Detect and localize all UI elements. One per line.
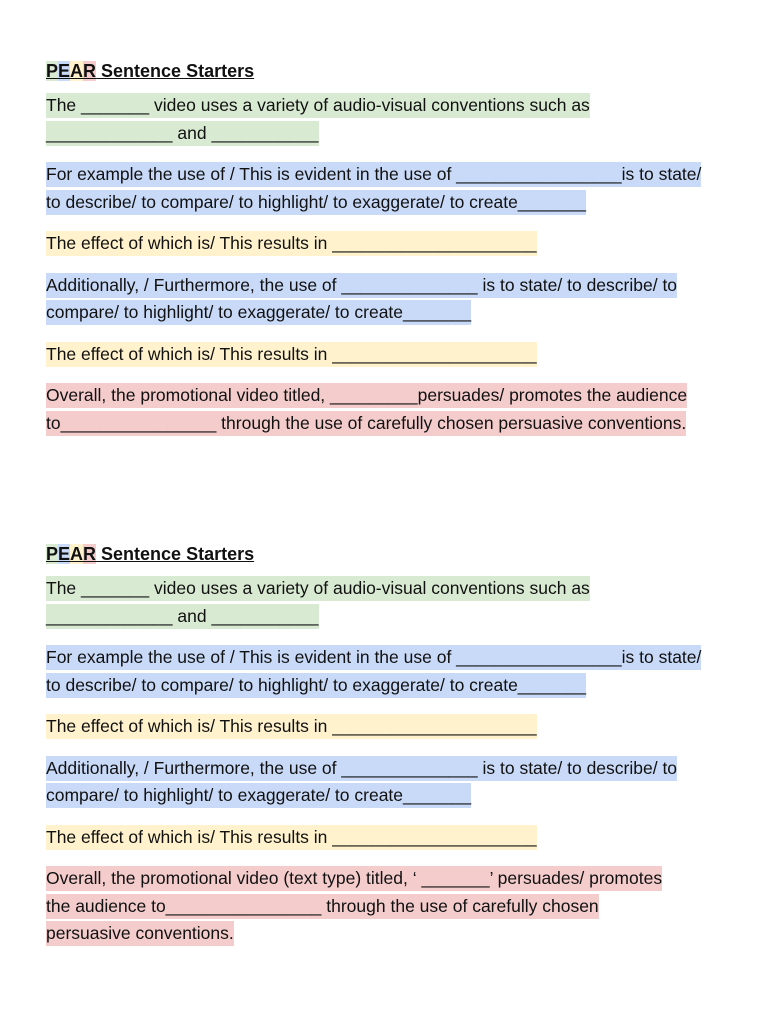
section-heading [46,58,254,84]
analysis-paragraph-2 [46,341,736,369]
evidence-text-2: Additionally, / Furthermore, the use of ______________ is to state/ to describe/ to compare/ to highlight/ to exaggerate/ to create_______ [46,273,677,326]
heading-rest: Sentence Starters [96,61,255,81]
response-text: Overall, the promotional video titled, _________persuades/ promotes the audience to________________ through the use of carefully chosen persuasive conventions. [46,383,687,436]
analysis-paragraph [46,230,736,258]
point-text: The _______ video uses a variety of audio-visual conventions such as _____________ and ___________ [46,576,590,629]
evidence-paragraph [46,644,711,699]
heading-letter-r: R [83,544,97,564]
section-heading [46,541,254,567]
evidence-text: For example the use of / This is evident in the use of _________________is to state/ to describe/ to compare/ to highlight/ to exaggerate/ to create_______ [46,162,701,215]
pear-section-2 [46,541,736,962]
point-paragraph [46,92,646,147]
heading-letter-a: A [70,544,84,564]
analysis-text-2: The effect of which is/ This results in _____________________ [46,342,537,367]
pear-section-1 [46,58,736,451]
analysis-text: The effect of which is/ This results in _____________________ [46,231,537,256]
heading-letter-a: A [70,61,84,81]
heading-letter-r: R [83,61,97,81]
point-paragraph [46,575,646,630]
analysis-text-2: The effect of which is/ This results in _____________________ [46,825,537,850]
evidence-text-2: Additionally, / Furthermore, the use of ______________ is to state/ to describe/ to compare/ to highlight/ to exaggerate/ to create_______ [46,756,677,809]
analysis-paragraph-2 [46,824,736,852]
response-paragraph [46,865,671,948]
heading-rest: Sentence Starters [96,544,255,564]
heading-letter-e: E [58,544,71,564]
point-text: The _______ video uses a variety of audio-visual conventions such as _____________ and ___________ [46,93,590,146]
evidence-text: For example the use of / This is evident in the use of _________________is to state/ to describe/ to compare/ to highlight/ to exaggerate/ to create_______ [46,645,701,698]
heading-letter-p: P [46,544,59,564]
evidence-paragraph-2 [46,755,726,810]
response-text: Overall, the promotional video (text type) titled, ‘ _______’ persuades/ promotes the audience to________________ through the use of carefully chosen persuasive conventions. [46,866,662,946]
heading-letter-p: P [46,61,59,81]
evidence-paragraph [46,161,711,216]
evidence-paragraph-2 [46,272,726,327]
analysis-paragraph [46,713,736,741]
heading-letter-e: E [58,61,71,81]
response-paragraph [46,382,711,437]
analysis-text: The effect of which is/ This results in _____________________ [46,714,537,739]
